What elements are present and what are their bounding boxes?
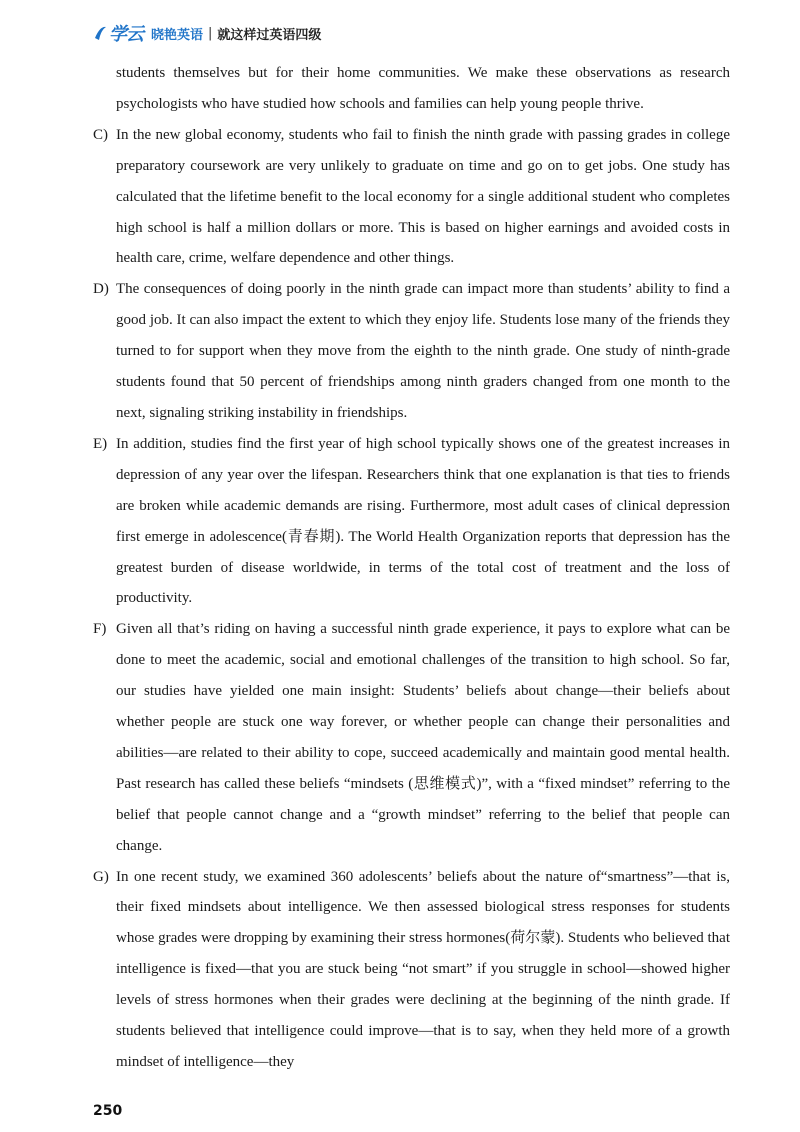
paragraph-text: The consequences of doing poorly in the ninth grade can impact more than students’ ability to find a good job. It can also impact the extent to which they enjoy life. Students lose many of the friends they turned to for support when they move from the eighth to the ninth grade. One study of ninth-grade students found that 50 percent of friendships among ninth graders changed from one month to the next, signaling striking instability in friendships. xyxy=(116,281,730,421)
paragraph-letter: D) xyxy=(93,281,109,298)
paragraph-text: In the new global economy, students who fail to finish the ninth grade with passing grades in college preparatory coursework are very unlikely to graduate on time and go on to get jobs. One study has calculated that the lifetime benefit to the local economy for a single additional student who completes high school is half a million dollars or more. This is based on higher earnings and avoided costs in health care, crime, welfare dependence and other things. xyxy=(116,126,730,267)
paragraph-letter: E) xyxy=(93,435,108,452)
paragraph-letter: F) xyxy=(93,621,107,638)
paragraph-text: Given all that’s riding on having a successful ninth grade experience, it pays to explore what can be done to meet the academic, social and emotional challenges of the transition to high school. So far, our studies have yielded one main insight: Students’ beliefs about change—their beliefs about whether people are stuck one way forever, or whether people can change their personalities and abilities—are related to their ability to cope, succeed academically and maintain good mental health. Past research has called these beliefs “mindsets (思维模式)”, with a “fixed mindset” referring to the belief that people cannot change and a “growth mindset” referring to the belief that people can change. xyxy=(116,621,730,854)
book-slogan: 就这样过英语四级 xyxy=(217,27,322,43)
logo-text: 学云 xyxy=(109,24,143,45)
paragraph-text: students themselves but for their home communities. We make these observations as research psychologists who have studied how schools and families can help young people thrive. xyxy=(116,65,730,112)
paragraph-e xyxy=(93,429,730,614)
paragraph-text: In addition, studies find the first year of high school typically shows one of the greatest increases in depression of any year over the lifespan. Researchers think that one explanation is that ties to friends are broken while academic demands are rising. Furthermore, most adult cases of clinical depression first emerge in adolescence(青春期). The World Health Organization reports that depression has the greatest burden of disease worldwide, in terms of the total cost of treatment and the loss of productivity. xyxy=(116,435,730,607)
paragraph-g xyxy=(93,862,730,1078)
brand-name: 晓艳英语 xyxy=(151,27,204,43)
paragraph-letter: C) xyxy=(93,126,108,143)
publisher-logo xyxy=(93,20,143,46)
page-number: 250 xyxy=(93,1103,123,1119)
paragraph-d xyxy=(93,274,730,429)
page-body xyxy=(93,58,730,1078)
logo-swoosh-icon xyxy=(93,24,107,42)
paragraph-letter: G) xyxy=(93,868,109,885)
page-header xyxy=(93,20,321,46)
paragraph-f xyxy=(93,614,730,861)
header-separator: | xyxy=(208,25,213,41)
paragraph-continued xyxy=(93,58,730,120)
paragraph-text: In one recent study, we examined 360 adolescents’ beliefs about the nature of“smartness”—that is, their fixed mindsets about intelligence. We then assessed biological stress responses for students whose grades were dropping by examining their stress hormones(荷尔蒙). Students who believed that intelligence is fixed—that you are stuck being “not smart” if you struggle in school—showed higher levels of stress hormones when their grades were declining at the beginning of the ninth grade. If students believed that intelligence could improve—that is to say, when they held more of a growth mindset of intelligence—they xyxy=(116,868,730,1070)
paragraph-c xyxy=(93,120,730,275)
